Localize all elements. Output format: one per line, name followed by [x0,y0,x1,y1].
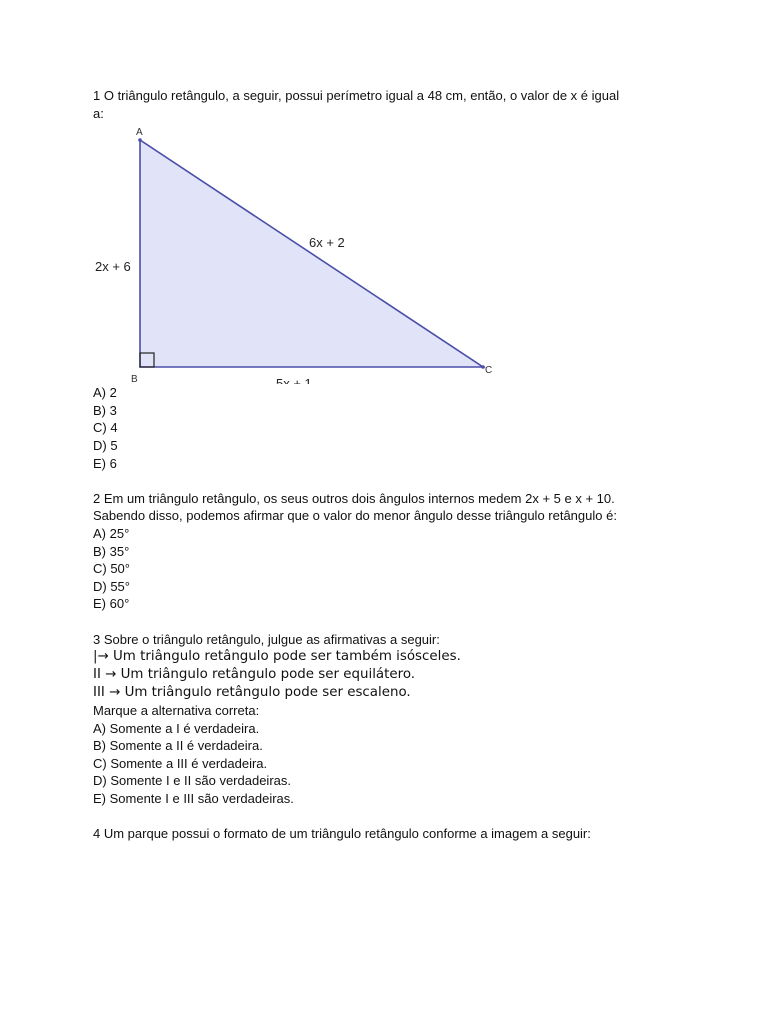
spacer [93,808,693,826]
question-2-text-line-1: 2 Em um triângulo retângulo, os seus outros dois ângulos internos medem 2x + 5 e x + 10. [93,490,615,506]
question-4 [93,825,693,843]
question-1-option-d: D) 5 [93,437,118,453]
vertex-c-label: C [485,365,493,377]
question-1-text-line-1: 1 O triângulo retângulo, a seguir, possui perímetro igual a 48 cm, então, o valor de x é igual [93,88,620,103]
question-1-option-c: C) 4 [93,420,118,436]
triangle-figure [93,122,513,384]
question-2-option-d: D) 55° [93,578,130,594]
question-3 [93,631,693,808]
question-3-option-a: A) Somente a I é verdadeira. [93,720,260,736]
document-page [93,87,693,843]
question-3-option-c: C) Somente a III é verdadeira. [93,755,268,771]
question-2-option-e: E) 60° [93,596,130,612]
question-4-text-line-1: 4 Um parque possui o formato de um triângulo retângulo conforme a imagem a seguir: [93,826,591,842]
question-2-option-c: C) 50° [93,561,130,577]
spacer [93,472,693,490]
question-3-statement-1: |→ Um triângulo retângulo pode ser também isósceles. [93,649,461,665]
question-3-option-b: B) Somente a II é verdadeira. [93,738,263,754]
question-2-text-line-2: Sabendo disso, podemos afirmar que o valor do menor ângulo desse triângulo retângulo é: [93,508,617,524]
question-3-text-line-1: 3 Sobre o triângulo retângulo, julgue as afirmativas a seguir: [93,631,440,647]
question-2-option-b: B) 35° [93,543,130,559]
question-1-options [93,384,693,472]
vertex-a-dot [138,138,142,142]
question-2-option-a: A) 25° [93,525,130,541]
question-3-option-e: E) Somente I e III são verdadeiras. [93,791,294,807]
spacer [93,613,693,631]
question-1-option-a: A) 2 [93,385,117,401]
triangle-diagram [93,122,513,384]
side-bc-label: 5x + 1 [276,376,312,385]
side-ab-label: 2x + 6 [95,259,131,275]
question-3-statement-3: III → Um triângulo retângulo pode ser escaleno. [93,685,411,701]
question-1-text-line-2: a: [93,105,104,121]
question-1-option-b: B) 3 [93,402,117,418]
question-1-option-e: E) 6 [93,455,117,471]
triangle-shape [140,140,483,367]
vertex-b-label: B [131,374,138,385]
vertex-a-label: A [136,127,143,139]
question-3-statement-2: II → Um triângulo retângulo pode ser equilátero. [93,667,416,683]
question-3-option-d: D) Somente I e II são verdadeiras. [93,773,291,789]
question-3-prompt: Marque a alternativa correta: [93,703,260,719]
question-1 [93,87,693,472]
question-2 [93,490,693,613]
side-ac-label: 6x + 2 [309,235,345,251]
